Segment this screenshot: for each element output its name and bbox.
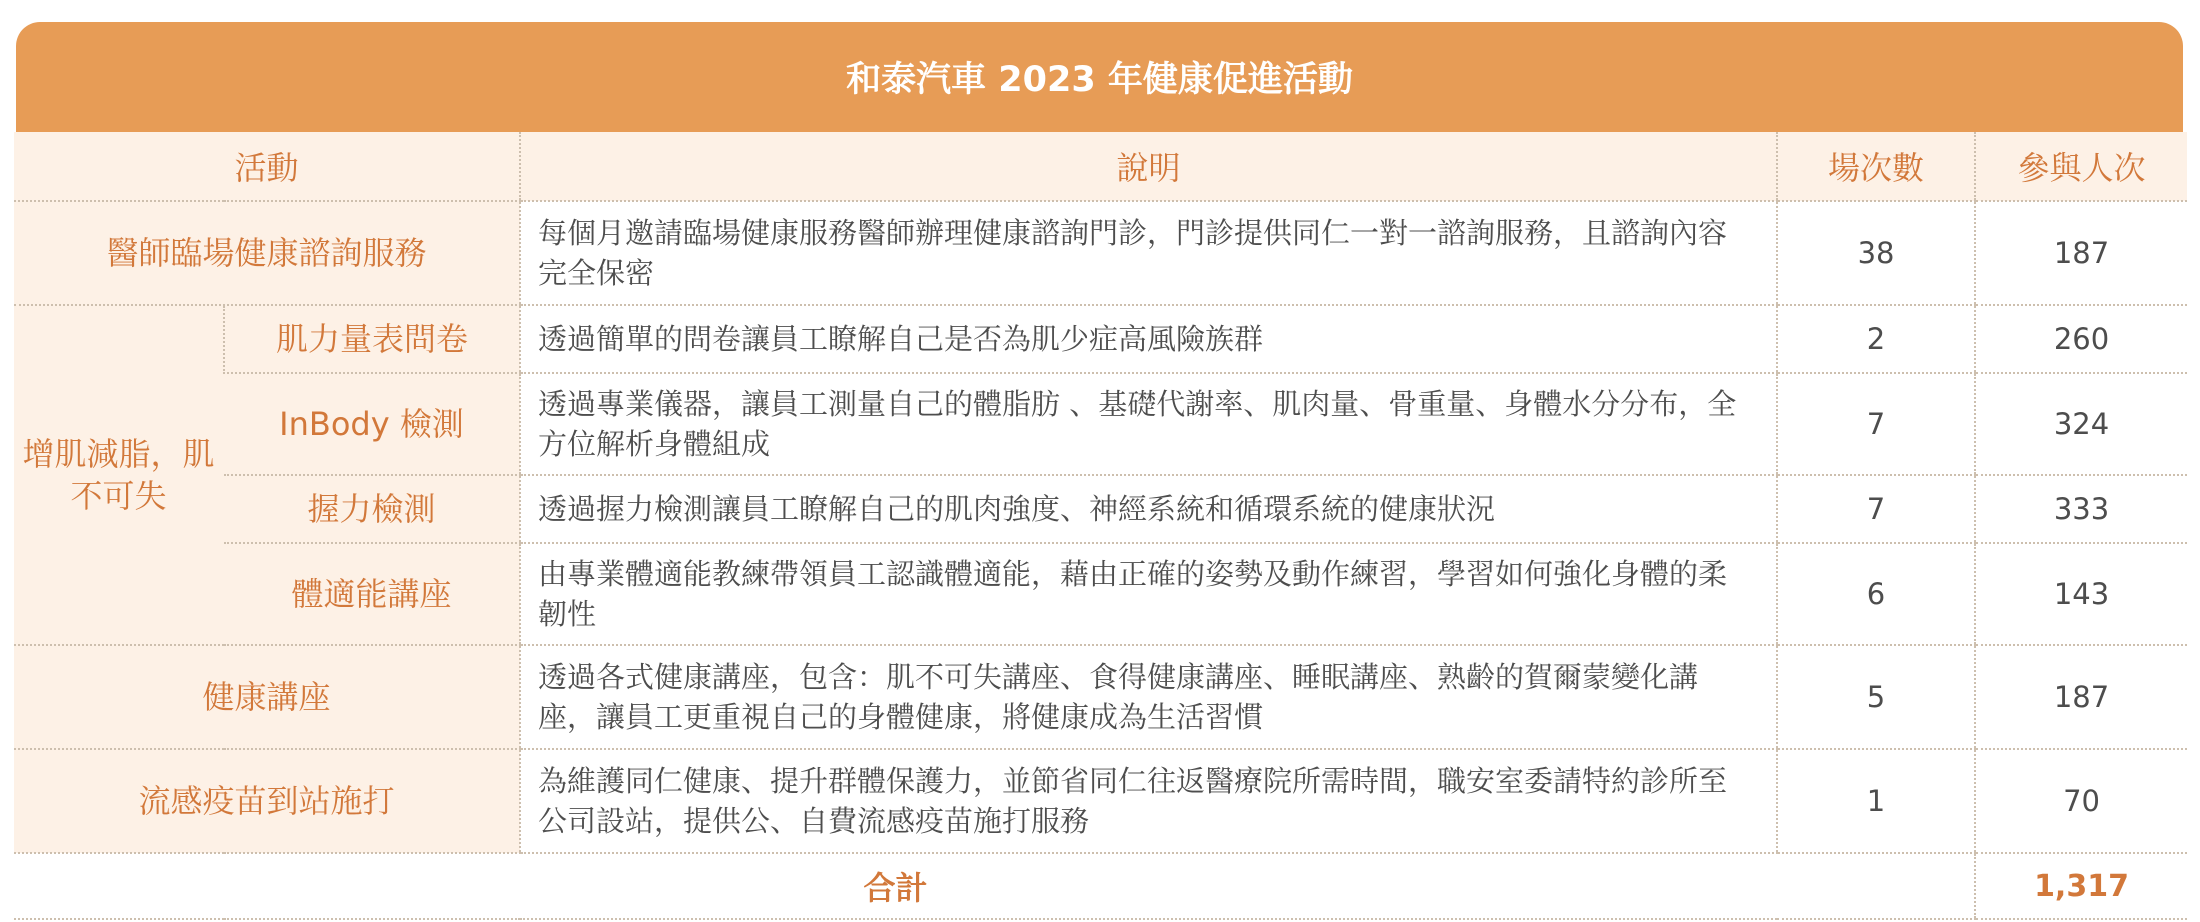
sessions-cell: 1 [1777, 749, 1975, 853]
description-cell: 透過握力檢測讓員工瞭解自己的肌肉強度、神經系統和循環系統的健康狀況 [520, 475, 1777, 543]
header-row [14, 132, 2187, 201]
description-cell: 由專業體適能教練帶領員工認識體適能，藉由正確的姿勢及動作練習，學習如何強化身體的柔韌性 [520, 543, 1777, 645]
table-row [14, 373, 2187, 475]
group-activity-cell: 增肌減脂，肌不可失 [14, 305, 224, 645]
header-description: 說明 [520, 132, 1777, 201]
sessions-cell: 6 [1777, 543, 1975, 645]
table-row [14, 475, 2187, 543]
sessions-cell: 38 [1777, 201, 1975, 305]
table-row [14, 645, 2187, 749]
participants-cell: 70 [1975, 749, 2187, 853]
sessions-cell: 2 [1777, 305, 1975, 373]
activity-cell: 握力檢測 [224, 475, 520, 543]
participants-cell: 260 [1975, 305, 2187, 373]
header-participants: 參與人次 [1975, 132, 2187, 201]
activity-cell: 體適能講座 [224, 543, 520, 645]
activity-cell: 醫師臨場健康諮詢服務 [14, 201, 520, 305]
total-sessions-blank [1777, 853, 1975, 919]
description-cell: 透過簡單的問卷讓員工瞭解自己是否為肌少症高風險族群 [520, 305, 1777, 373]
header-activity: 活動 [14, 132, 520, 201]
table-row [14, 305, 2187, 373]
sessions-cell: 5 [1777, 645, 1975, 749]
health-activities-table [14, 132, 2187, 920]
participants-cell: 187 [1975, 645, 2187, 749]
header-sessions: 場次數 [1777, 132, 1975, 201]
total-participants: 1,317 [1975, 853, 2187, 919]
activity-cell: 肌力量表問卷 [224, 305, 520, 373]
table-row [14, 201, 2187, 305]
table-row [14, 749, 2187, 853]
table-row [14, 543, 2187, 645]
activity-cell: InBody 檢測 [224, 373, 520, 475]
participants-cell: 187 [1975, 201, 2187, 305]
activity-cell: 流感疫苗到站施打 [14, 749, 520, 853]
description-cell: 為維護同仁健康、提升群體保護力，並節省同仁往返醫療院所需時間，職安室委請特約診所至公司設站，提供公、自費流感疫苗施打服務 [520, 749, 1777, 853]
sessions-cell: 7 [1777, 475, 1975, 543]
total-label: 合計 [14, 853, 1777, 919]
table-title: 和泰汽車 2023 年健康促進活動 [16, 22, 2183, 132]
participants-cell: 324 [1975, 373, 2187, 475]
description-cell: 每個月邀請臨場健康服務醫師辦理健康諮詢門診，門診提供同仁一對一諮詢服務，且諮詢內容完全保密 [520, 201, 1777, 305]
total-row [14, 853, 2187, 919]
activity-cell: 健康講座 [14, 645, 520, 749]
participants-cell: 333 [1975, 475, 2187, 543]
participants-cell: 143 [1975, 543, 2187, 645]
description-cell: 透過專業儀器，讓員工測量自己的體脂肪 、基礎代謝率、肌肉量、骨重量、身體水分分布，全方位解析身體組成 [520, 373, 1777, 475]
sessions-cell: 7 [1777, 373, 1975, 475]
description-cell: 透過各式健康講座，包含：肌不可失講座、食得健康講座、睡眠講座、熟齡的賀爾蒙變化講座，讓員工更重視自己的身體健康，將健康成為生活習慣 [520, 645, 1777, 749]
